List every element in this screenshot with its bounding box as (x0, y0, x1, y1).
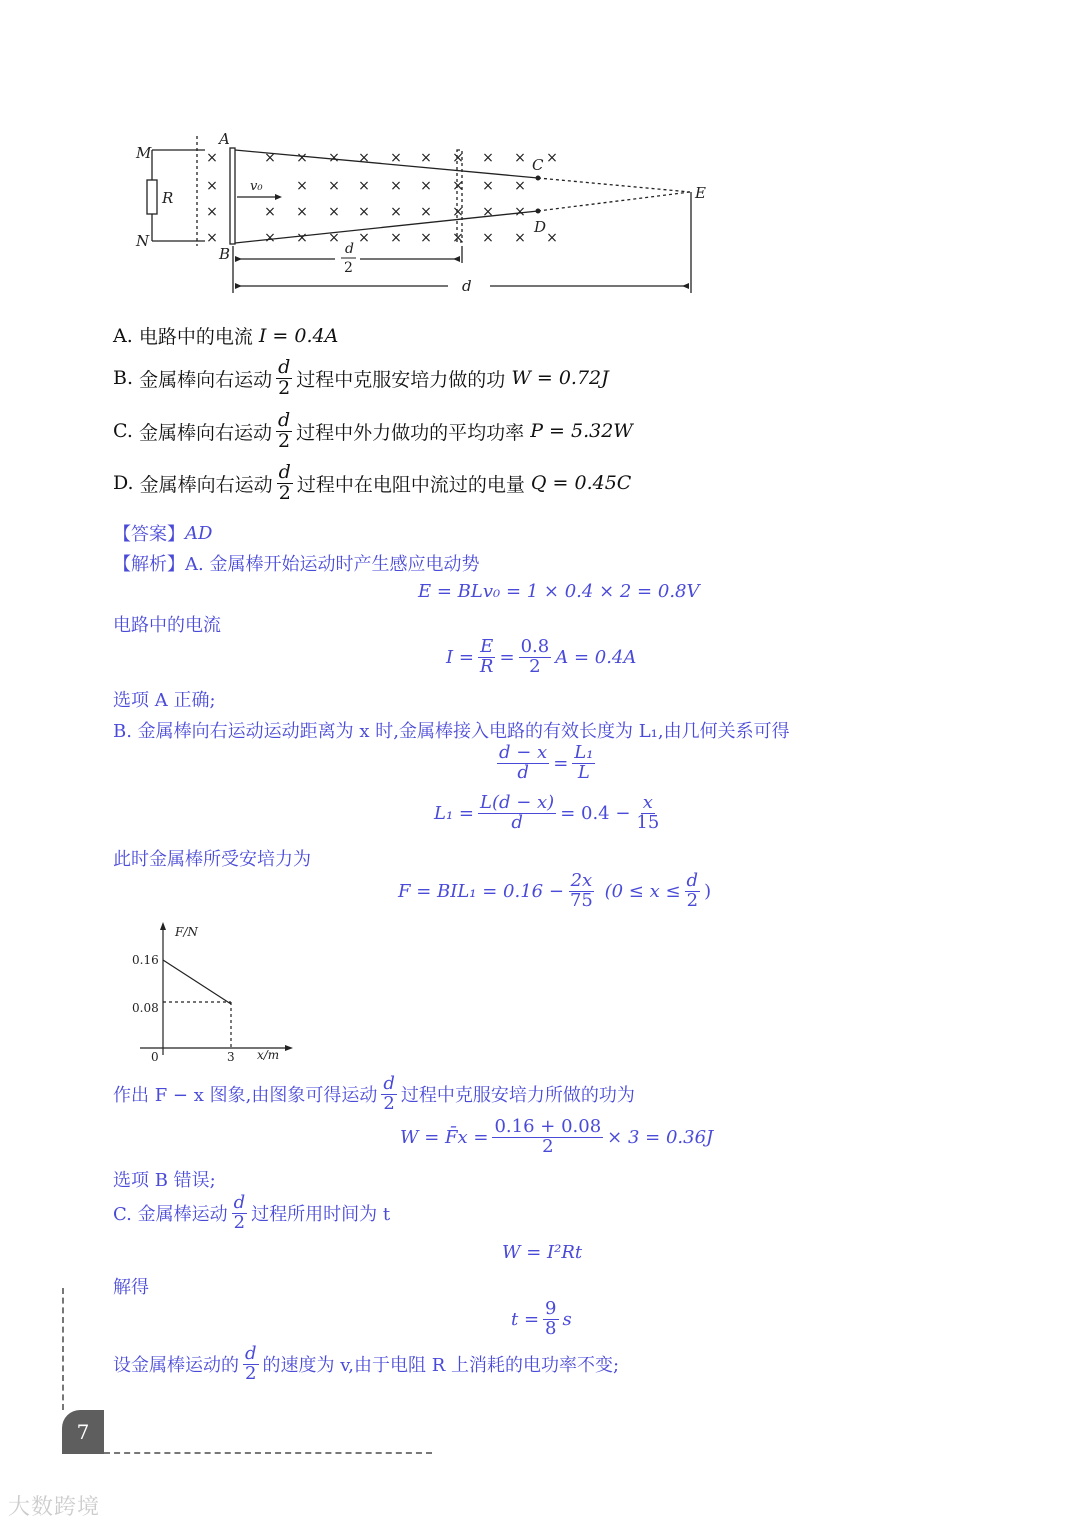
analysis-a-intro (113, 550, 479, 576)
svg-text:×: × (420, 150, 432, 166)
svg-text:×: × (390, 230, 402, 246)
label-e: E (695, 184, 706, 202)
analysis-b-intro: B. 金属棒向右运动运动距离为 x 时,金属棒接入电路的有效长度为 L₁,由几何关系可得 (113, 721, 790, 742)
svg-text:×: × (420, 204, 432, 220)
page-number: 7 (62, 1410, 104, 1454)
svg-text:×: × (296, 178, 308, 194)
y-tick-label: 0.08 (132, 1001, 159, 1015)
option-b (113, 358, 609, 399)
svg-text:×: × (296, 150, 308, 166)
svg-text:×: × (482, 230, 494, 246)
equation-emf: E = BLv₀ = 1 × 0.4 × 2 = 0.8V (418, 581, 700, 602)
option-math: Q = 0.45C (530, 472, 632, 495)
label-c: C (532, 156, 544, 174)
graph-text: 作出 F − x 图象,由图象可得运动 $\frac{d}{2}$ 过程中克服安培力所做的功为 (113, 1073, 635, 1114)
svg-text:×: × (206, 230, 218, 246)
option-a (113, 322, 338, 349)
option-d (113, 463, 631, 504)
equation-length: L₁ = $\frac{L(d - x)}{d}$ = 0.4 − $\frac{x}{15}$ (434, 792, 660, 833)
option-math: P = 5.32W (530, 420, 633, 443)
answer-line (113, 520, 212, 546)
svg-text:×: × (390, 178, 402, 194)
option-math: I = 0.4A (258, 324, 339, 347)
label-half-num: d (345, 241, 354, 257)
svg-text:×: × (206, 178, 218, 194)
answer-value: AD (185, 522, 213, 544)
page-border-horizontal (104, 1452, 432, 1454)
svg-text:×: × (452, 230, 464, 246)
x-tick-label: 3 (227, 1050, 235, 1064)
svg-text:×: × (264, 204, 276, 220)
circuit-figure (130, 128, 730, 298)
label-m: M (136, 144, 152, 162)
svg-text:×: × (452, 150, 464, 166)
svg-text:×: × (358, 204, 370, 220)
option-math: W = 0.72J (511, 367, 609, 390)
svg-text:×: × (546, 150, 558, 166)
label-n: N (136, 232, 150, 250)
svg-text:×: × (390, 204, 402, 220)
label-half-den: 2 (344, 260, 353, 276)
svg-text:×: × (420, 230, 432, 246)
y-tick-label: 0.16 (132, 953, 159, 967)
series-line (163, 960, 231, 1004)
svg-text:×: × (452, 204, 464, 220)
current-text: 电路中的电流 (113, 615, 221, 636)
equation-force: F = BIL₁ = 0.16 − $\frac{2x}{75}$ (0 ≤ x ≤ $\frac{d}{2}$ ) (398, 870, 712, 911)
equation-geometry: $\frac{d - x}{d}$ = $\frac{\text{L₁}}{L}$ (499, 742, 594, 783)
svg-text:×: × (514, 230, 526, 246)
option-fraction: $\frac{d}{2}$ (277, 409, 291, 452)
svg-text:×: × (206, 204, 218, 220)
option-fraction: $\frac{d}{2}$ (278, 461, 291, 504)
watermark: 大数跨境 (8, 1495, 101, 1520)
svg-text:×: × (514, 178, 526, 194)
last-line: 设金属棒运动的 $\frac{d}{2}$ 的速度为 v,由于电阻 R 上消耗的电功率不变; (113, 1343, 620, 1384)
svg-text:×: × (206, 150, 218, 166)
svg-text:×: × (514, 204, 526, 220)
svg-text:×: × (390, 150, 402, 166)
svg-text:×: × (358, 150, 370, 166)
label-a: A (219, 130, 230, 148)
svg-text:×: × (482, 178, 494, 194)
option-label: B. (113, 367, 134, 390)
analysis-c-intro: C. 金属棒运动 $\frac{d}{2}$ 过程所用时间为 t (113, 1192, 391, 1233)
label-r: R (162, 189, 174, 207)
x-axis-label: x/m (257, 1048, 280, 1062)
svg-text:×: × (546, 230, 558, 246)
analysis-b-conclusion: 选项 B 错误; (113, 1170, 216, 1191)
svg-text:×: × (296, 230, 308, 246)
origin-label: 0 (151, 1050, 159, 1064)
option-text: 电路中的电流 (138, 326, 253, 348)
option-text-2: 过程中外力做功的平均功率 (296, 421, 525, 444)
solve-text: 解得 (113, 1277, 149, 1298)
label-d-full: d (462, 277, 472, 295)
option-fraction: $\frac{d}{2}$ (278, 356, 291, 399)
svg-text:×: × (358, 178, 370, 194)
option-label: C. (113, 420, 133, 443)
equation-joule: W = I²Rt (502, 1242, 583, 1263)
option-label: A. (113, 324, 133, 347)
svg-text:×: × (328, 178, 340, 194)
option-text: 金属棒向右运动 (139, 473, 273, 496)
option-text-2: 过程中克服安培力做的功 (296, 368, 506, 391)
label-v0: v₀ (250, 179, 263, 194)
svg-text:×: × (420, 178, 432, 194)
equation-current: I = $\frac{E}{R}$ = $\frac{0.8}{2}$ A = 0.4A (446, 636, 637, 677)
y-axis-label: F/N (175, 925, 198, 939)
svg-text:×: × (296, 204, 308, 220)
svg-text:×: × (264, 150, 276, 166)
option-label: D. (113, 472, 134, 495)
equation-work: W = F̄x = $\frac{0.16 + 0.08}{2}$ × 3 = 0.36J (400, 1116, 714, 1157)
option-c (113, 411, 633, 452)
analysis-a-text: A. 金属棒开始运动时产生感应电动势 (185, 554, 480, 575)
equation-time: t = $\frac{9}{8}$ s (511, 1298, 572, 1339)
svg-text:×: × (482, 204, 494, 220)
label-d: D (534, 218, 547, 236)
svg-text:×: × (328, 150, 340, 166)
option-text-2: 过程中在电阻中流过的电量 (296, 473, 525, 496)
svg-text:×: × (328, 230, 340, 246)
analysis-label: 【解析】 (113, 554, 185, 575)
fx-chart (125, 920, 295, 1070)
page-border-vertical (62, 1288, 64, 1410)
answer-label: 【答案】 (113, 524, 185, 545)
option-text: 金属棒向右运动 (138, 421, 272, 444)
svg-text:×: × (452, 178, 464, 194)
analysis-a-conclusion: 选项 A 正确; (113, 690, 216, 711)
svg-text:×: × (328, 204, 340, 220)
force-text: 此时金属棒所受安培力为 (113, 849, 311, 870)
svg-text:×: × (264, 230, 276, 246)
svg-text:×: × (514, 150, 526, 166)
option-text: 金属棒向右运动 (139, 368, 273, 391)
label-b: B (219, 245, 231, 263)
svg-text:×: × (482, 150, 494, 166)
svg-text:×: × (358, 230, 370, 246)
